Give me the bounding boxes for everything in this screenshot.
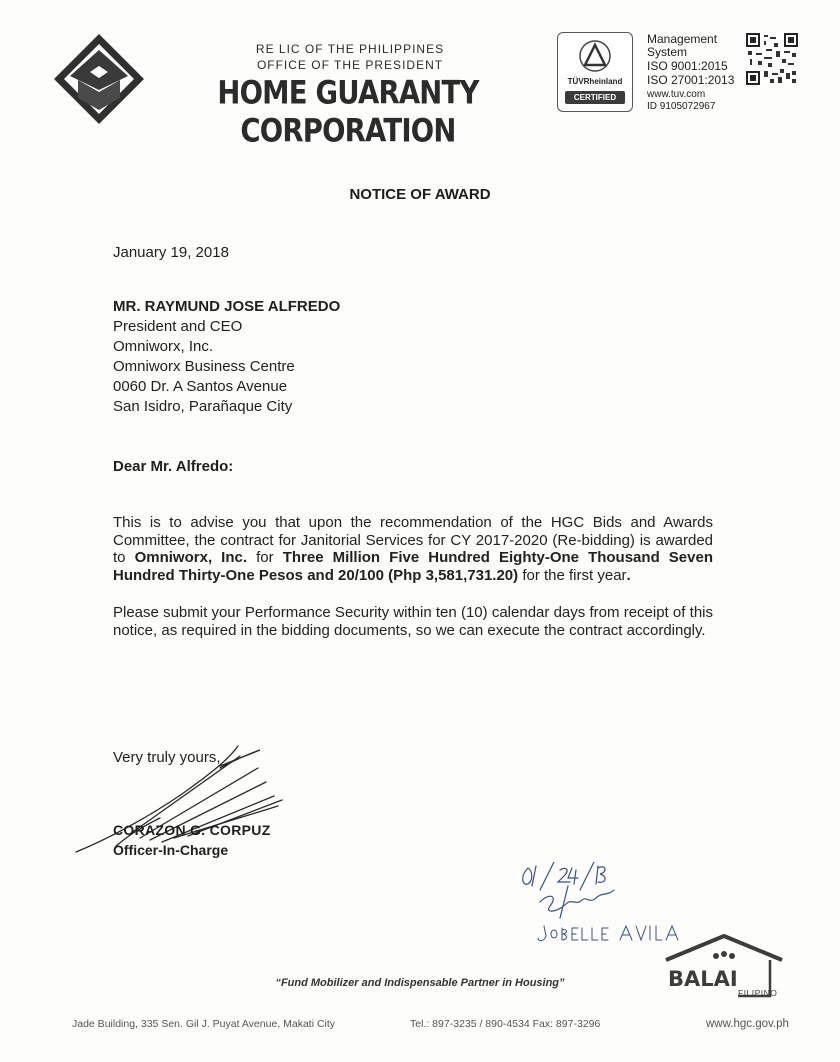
recipient-city: San Isidro, Parañaque City (113, 398, 293, 415)
recipient-building: Omniworx Business Centre (113, 358, 295, 375)
balai-filipino-logo (658, 934, 786, 1000)
recipient-position: President and CEO (113, 318, 243, 335)
tuv-triangle-icon (578, 39, 612, 73)
award-paragraph (113, 514, 713, 584)
footer-website[interactable]: www.hgc.gov.ph (706, 1018, 789, 1030)
footer-address: Jade Building, 335 Sen. Gil J. Puyat Avenue, Makati City (72, 1018, 336, 1030)
tuv-web: www.tuv.com (647, 89, 706, 100)
person-icon (713, 953, 719, 959)
iso-27001: ISO 27001:2013 (647, 73, 735, 87)
signatory-title: Officer-In-Charge (113, 842, 229, 858)
balai-text: BALAI (668, 967, 738, 991)
corporation-name: HOME GUARANTY CORPORATION (217, 74, 479, 150)
office-heading: OFFICE OF THE PRESIDENT (256, 58, 444, 72)
p1-text-1: This is to advise you that upon the recommendation of the HGC Bids and Awards Committee, the contract for Janitorial Services for CY 2017-2020 (Re-bidding) is awarded to (113, 514, 713, 566)
p1-text-3: for the first year (518, 566, 627, 584)
cert-badge: CERTIFIED (565, 91, 625, 104)
qr-code-icon (746, 33, 798, 85)
motto: “Fund Mobilizer and Indispensable Partner in Housing” (275, 977, 565, 989)
receipt-annotation (510, 862, 680, 948)
document-title: NOTICE OF AWARD (349, 186, 491, 203)
ms-line1: Management (647, 32, 718, 46)
salutation: Dear Mr. Alfredo: (113, 458, 234, 475)
recipient-name: MR. RAYMUND JOSE ALFREDO (113, 298, 341, 315)
signatory-name: CORAZON G. CORPUZ (113, 822, 271, 838)
hgc-logo (50, 30, 148, 128)
performance-security-paragraph: Please submit your Performance Security within ten (10) calendar days from receipt of this notice, as required in the bidding documents, so we can execute the contract accordingly. (113, 604, 713, 639)
republic-heading: RE LIC OF THE PHILIPPINES (255, 42, 445, 56)
closing: Very truly yours, (113, 749, 221, 766)
ms-line2: System (647, 45, 688, 59)
award-amount: Three Million Five Hundred Eighty-One Thousand Seven Hundred Thirty-One Pesos and 20/100 (Php 3,581,731.20) (113, 549, 713, 584)
recipient-address-block (113, 297, 340, 417)
cert-brand: TÜVRheinland (567, 77, 623, 86)
letter-date: January 19, 2018 (113, 244, 229, 261)
p1-period: . (626, 566, 631, 584)
filipino-text: FILIPINO (738, 988, 778, 998)
recipient-street: 0060 Dr. A Santos Avenue (113, 378, 288, 395)
p1-text-2: for (247, 549, 283, 566)
footer-telephone: Tel.: 897-3235 / 890-4534 Fax: 897-3296 (410, 1018, 601, 1030)
awardee-name: Omniworx, Inc. (134, 549, 248, 566)
handwritten-signature (70, 738, 300, 858)
iso-9001: ISO 9001:2015 (647, 59, 728, 73)
tuv-certification-mark (557, 32, 633, 112)
recipient-company: Omniworx, Inc. (113, 338, 214, 355)
cert-id: ID 9105072967 (647, 101, 716, 112)
